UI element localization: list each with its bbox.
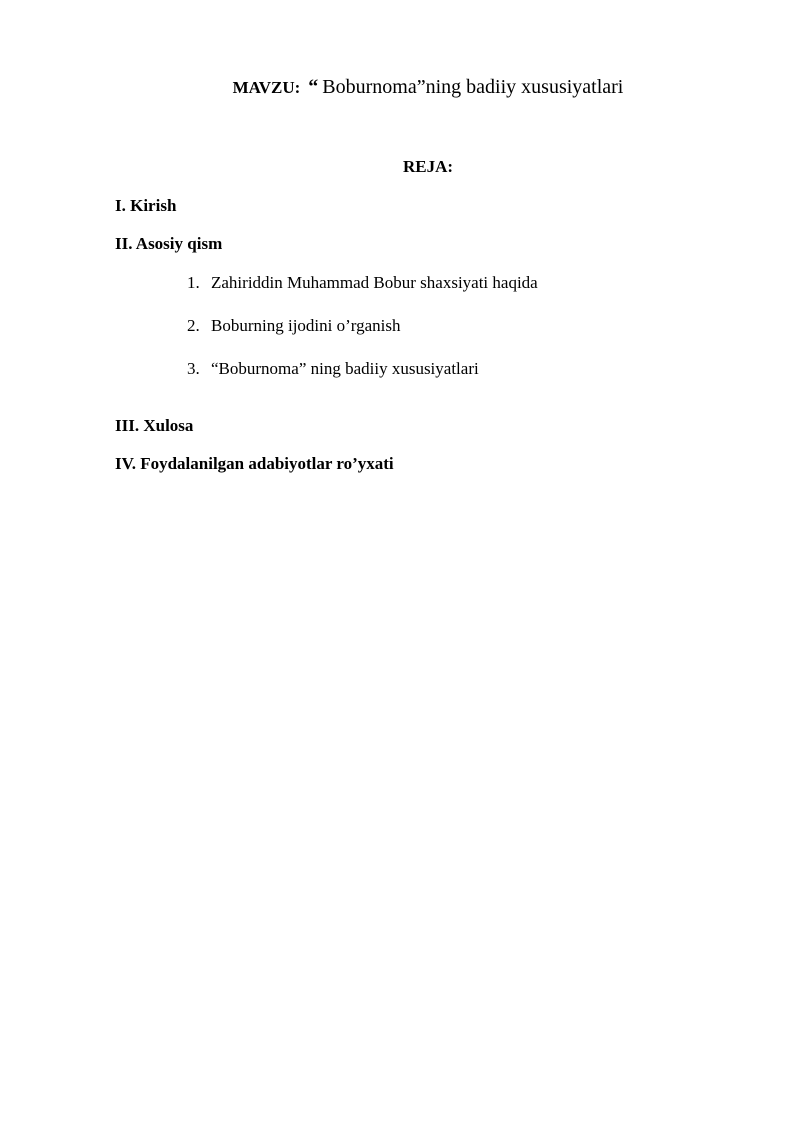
list-item-text: Boburning ijodini o’rganish <box>211 316 401 335</box>
list-item-number: 1. <box>187 273 200 292</box>
list-item-text: Zahiriddin Muhammad Bobur shaxsiyati haqida <box>211 273 538 292</box>
plan-heading: REJA: <box>402 157 454 176</box>
section-main-part: II. Asosiy qism <box>115 234 223 253</box>
list-item <box>187 316 401 336</box>
section-introduction: I. Kirish <box>115 196 177 215</box>
list-item-number: 3. <box>187 359 200 378</box>
section-conclusion: III. Xulosa <box>115 416 194 435</box>
title-topic: Boburnoma”ning badiiy xususiyatlari <box>322 76 624 98</box>
list-item-number: 2. <box>187 316 200 335</box>
list-item-text: “Boburnoma” ning badiiy xususiyatlari <box>211 359 479 378</box>
document-title <box>0 76 800 99</box>
title-quote-mark: “ <box>308 76 319 98</box>
section-references: IV. Foydalanilgan adabiyotlar ro’yxati <box>115 454 394 473</box>
title-label: MAVZU: <box>232 78 301 97</box>
list-item <box>187 359 479 379</box>
list-item <box>187 273 538 293</box>
